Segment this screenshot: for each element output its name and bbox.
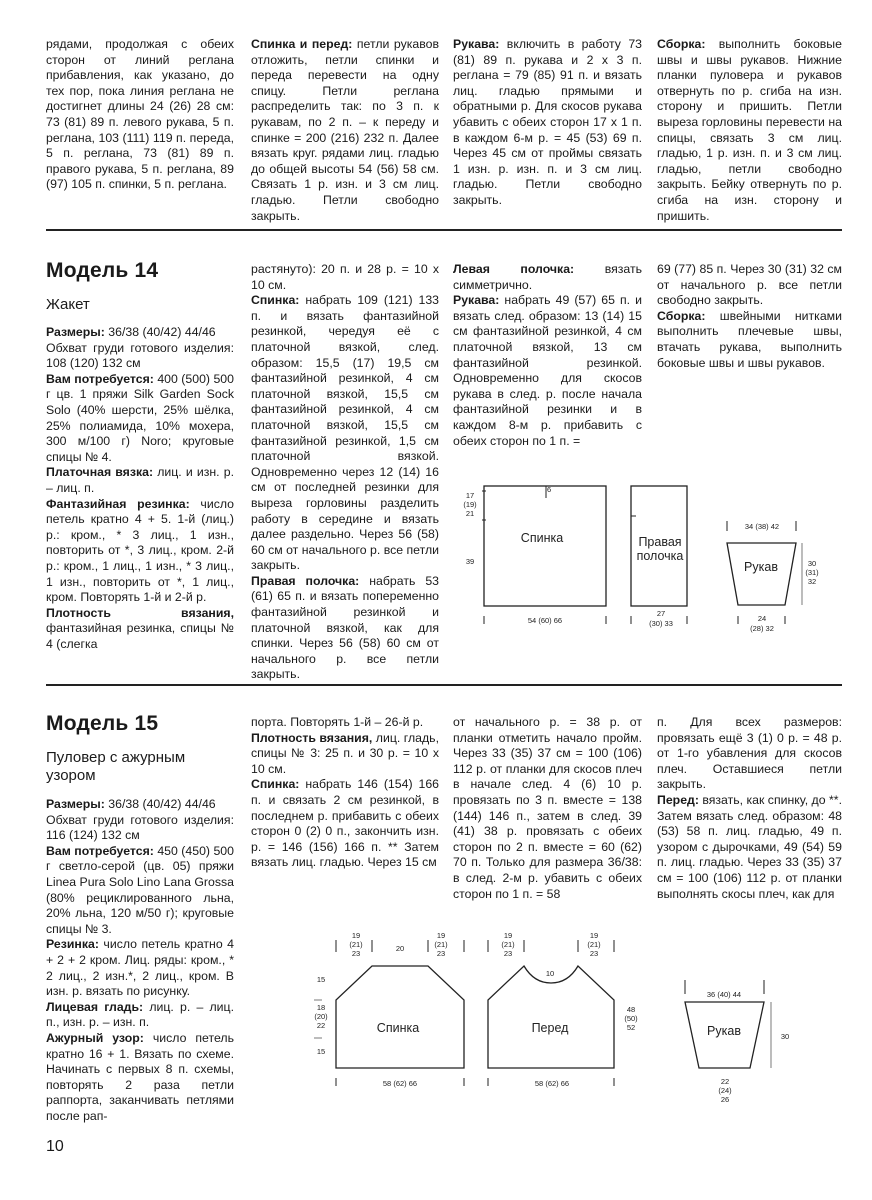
paragraph xyxy=(46,797,234,813)
m15-sleeve-label: Рукав xyxy=(707,1024,741,1038)
paragraph-text: вязать, как спинку, до **. Затем вязать след. образом: 48 (53) 58 п. лиц. гладью, 49 п. узором с дырочками, 49 (54) 59 п. лиц. гладью. Через 33 (35) 37 см = 100 (106) 112 р. от планки выполнять скосы плеч, как для xyxy=(657,792,842,901)
paragraph xyxy=(453,262,642,293)
paragraph-text: растянуто): 20 п. и 28 р. = 10 х 10 см. xyxy=(251,262,439,292)
paragraph xyxy=(46,341,234,372)
paragraph-heading: Перед: xyxy=(657,792,699,807)
paragraph-text: лиц. гладь, спицы № 3: 25 п. и 30 р. = 10 х 10 см. xyxy=(251,730,439,776)
paragraph-text: порта. Повторять 1-й – 26-й р. xyxy=(251,715,424,729)
paragraph xyxy=(453,293,642,449)
m14-col-3 xyxy=(453,262,642,449)
m14-shoulder-2: (19) xyxy=(463,500,477,509)
paragraph xyxy=(251,293,439,574)
m14-sleeve-len-1: 30 xyxy=(807,559,817,568)
paragraph-text: швейными нитками выполнить плечевые швы, втачать рукава, выполнить боковые швы и швы рукавов. xyxy=(657,308,842,370)
paragraph-text: п. Для всех размеров: провязать ещё 3 (1) 0 р. = 48 р. от 1-го убавления для скосов плеч. Оставшиеся петли закрыть. xyxy=(657,715,842,792)
m15-sleeve-top: 36 (40) 44 xyxy=(706,990,742,999)
paragraph-text: рядами, продолжая с обеих сторон от линий реглана прибавления, как указано, до тех пор, пока линия реглана не достигнет длины 24 (26) 28 см: 73 (81) 89 п. левого рукава, 5 п. реглана, 103 (111) 119 п. переда, 5 п. реглана, 73 (81) 89 п. правого рукава, 5 п. реглана, 89 (97) 105 п. спинки, 5 п. реглана. xyxy=(46,37,234,192)
m14-front-label-1: Правая xyxy=(638,535,682,549)
paragraph xyxy=(46,606,234,653)
paragraph-text: число петель кратно 4 + 5. 1-й (лиц.) р.: кром., * 3 лиц., 1 изн., повторить от *, 3 лиц., кром. 2-й р.: кром., 1 лиц., 1 изн., * 3 лиц., 1 изн., повторить от *, 1 лиц., кром. Повторять 1-й и 2-й р. xyxy=(46,496,234,605)
paragraph-heading: Правая полочка: xyxy=(251,573,360,588)
paragraph-text: набрать 109 (121) 133 п. и вязать фантазийной резинкой, чередуя её с платочной вязкой, след. образом: 15,5 (17) 19,5 см фантазийной резинкой, 4 см платочной вязкой, 15,5 см фантазийной резинкой, 4 см платочной вязкой, 15,5 см фантазийной резинкой, 1,5 см платочной вязкой. Одновременно через 12 (14) 16 см от последней резинки для выреза горловины разделить работу в середине и вязать далее раздельно. Через 56 (58) 60 см от начального р. все петли закрыть. xyxy=(251,293,439,573)
paragraph-heading: Сборка: xyxy=(657,308,706,323)
paragraph-heading: Плотность вязания, xyxy=(46,605,234,620)
paragraph-text: вязать симметрично. xyxy=(453,262,643,292)
paragraph-heading: Вам потребуется: xyxy=(46,843,154,858)
paragraph-text: фантазийная резинка, спицы № 4 (слегка xyxy=(46,621,234,651)
m15-back-width: 58 (62) 66 xyxy=(382,1079,418,1088)
top-col-3 xyxy=(453,37,642,209)
m14-front-width-2: (30) 33 xyxy=(649,619,673,628)
m15-front-label: Перед xyxy=(531,1021,569,1035)
paragraph xyxy=(46,372,234,466)
paragraph xyxy=(251,715,439,731)
paragraph-text: петли рукавов отложить, петли спинки и переда перевести на одну спицу. Петли реглана распределить так: по 3 п. к рукавам, по 2 п. – к переду и спинке = 200 (216) 232 п. Далее вязать круг. рядами лиц. гладью до общей высоты 54 (56) 58 см. Связать 1 р. изн. и 3 см лиц. гладью. Петли свободно закрыть. xyxy=(251,37,440,223)
paragraph-text: лиц. р. – лиц. п., изн. р. – изн. п. xyxy=(46,999,234,1030)
paragraph xyxy=(657,309,842,371)
paragraph-heading: Левая полочка: xyxy=(453,262,575,276)
m15-f-sh3: 23 xyxy=(503,949,513,958)
paragraph-text: 69 (77) 85 п. Через 30 (31) 32 см от начального р. все петли свободно закрыть. xyxy=(657,262,842,308)
paragraph-text: 450 (450) 500 г светло-серой (цв. 05) пряжи Linea Pura Solo Lino Lana Grossa (80% рециклированного льна, 20% льна, 120 м/50 г); круговые спицы № 3. xyxy=(46,843,234,936)
m15-b-sh2: (21) xyxy=(349,940,363,949)
m14-back-neck: 6 xyxy=(547,485,552,494)
m14-sleeve-piece xyxy=(727,543,796,605)
m15-mid-2: (20) xyxy=(314,1012,328,1021)
m15-mid-3: 22 xyxy=(316,1021,326,1030)
m15-sb-1: 22 xyxy=(720,1077,730,1086)
model-15-title: Модель 15 xyxy=(46,712,159,735)
m15-sb-2: (24) xyxy=(718,1086,732,1095)
paragraph-heading: Платочная вязка: xyxy=(46,465,154,480)
m14-sleeve-len-2: (31) xyxy=(805,568,819,577)
model-14-schematic xyxy=(450,478,842,638)
m15-f-sh6: 23 xyxy=(589,949,599,958)
m15-f-sh4: 19 xyxy=(589,931,599,940)
m14-front-label-2: полочка xyxy=(636,549,684,563)
paragraph xyxy=(46,497,234,606)
paragraph xyxy=(251,731,439,778)
paragraph-text: Обхват груди готового изделия: 116 (124) 132 см xyxy=(46,812,234,843)
m15-fh-1: 48 xyxy=(626,1005,636,1014)
m15-b-sh3: 23 xyxy=(351,949,361,958)
m14-sleeve-bottom-2: (28) 32 xyxy=(750,624,774,633)
m15-f-sh5: (21) xyxy=(587,940,601,949)
paragraph-heading: Спинка и перед: xyxy=(251,37,353,51)
m14-front-width-1: 27 xyxy=(656,609,666,618)
paragraph-text: выполнить боковые швы и швы рукавов. Нижние планки пуловера и рукавов отвернуть по р. сгиба на изн. сторону и пришить. Петли выреза горловины перевести на спицы, связать 3 см лиц. гладью, 1 р. изн. п. и 3 см лиц. гладью, петли свободно закрыть. Бейку отвернуть по р. сгиба на изн. сторону и пришить. xyxy=(657,37,842,223)
m15-b-sh5: (21) xyxy=(434,940,448,949)
m14-shoulder-3: 21 xyxy=(465,509,475,518)
paragraph xyxy=(46,1000,234,1031)
paragraph-heading: Фантазийная резинка: xyxy=(46,496,190,511)
paragraph-text: 36/38 (40/42) 44/46 xyxy=(104,797,216,811)
m15-b-sh4: 19 xyxy=(436,931,446,940)
paragraph xyxy=(657,715,842,793)
paragraph-heading: Вам потребуется: xyxy=(46,371,154,386)
paragraph-text: число петель кратно 16 + 1. Вязать по схеме. Начинать с первых 8 п. схемы, повторять 2 раза петли раппорта, заканчивать петлями после рап- xyxy=(46,1030,234,1123)
m15-sb-3: 26 xyxy=(720,1095,730,1104)
paragraph xyxy=(251,574,439,683)
m15-col-3 xyxy=(453,715,642,902)
paragraph xyxy=(251,37,439,224)
paragraph-heading: Спинка: xyxy=(251,293,300,308)
m15-b-sh1: 19 xyxy=(351,931,361,940)
paragraph xyxy=(46,844,234,938)
paragraph-text: 400 (500) 500 г цв. 1 пряжи Silk Garden Sock Solo (40% шерсти, 25% шёлка, 25% полиамида, 10% мохера, 300 м/100 г) Noro; круговые спицы № 4. xyxy=(46,371,234,464)
m15-back-piece xyxy=(336,966,464,1068)
top-col-4 xyxy=(657,37,842,224)
section-divider-2 xyxy=(46,684,842,686)
paragraph-heading: Сборка: xyxy=(657,37,706,51)
paragraph-heading: Рукава: xyxy=(453,293,500,308)
m15-sleeve-len: 30 xyxy=(780,1032,790,1041)
paragraph-heading: Рукава: xyxy=(453,37,500,51)
paragraph-heading: Плотность вязания, xyxy=(251,730,373,745)
paragraph-text: Обхват груди готового изделия: 108 (120) 132 см xyxy=(46,340,234,371)
m14-shoulder-1: 17 xyxy=(465,491,475,500)
paragraph-text: набрать 53 (61) 65 п. и вязать попеременно фантазийной резинкой и платочной вязкой, как для спинки. Через 56 (58) 60 см от начального р. все петли закрыть. xyxy=(251,573,439,682)
m15-col-2 xyxy=(251,715,439,871)
paragraph-text: набрать 49 (57) 65 п. и вязать след. образом: 13 (14) 15 см фантазийной резинкой, 4 см платочной вязкой, 13 см фантазийной резинкой. Одновременно для скосов рукава в след. р. после начала фантазийной резинки и в каждом 8-м р. прибавить с обеих сторон по 1 п. = xyxy=(453,293,642,448)
paragraph-heading: Спинка: xyxy=(251,777,300,792)
paragraph xyxy=(46,465,234,496)
paragraph-text: от начального р. = 38 р. от планки отметить начало пройм. Через 33 (35) 37 см = 100 (106) 112 р. от планки для скосов плеч в начале след. 4 (6) 10 р. провязать по 3 п. вместе = 138 (144) 146 п., затем в след. 39 (41) 38 р. провязать с обеих сторон по 2 п. вместе = 60 (62) 70 п. Только для размера 36/38: в след. 2-м р. убавить с обеих сторон по 1 п. = 58 xyxy=(453,715,642,901)
m15-mid-1: 18 xyxy=(316,1003,326,1012)
paragraph-text: число петель кратно 4 + 2 + 2 кром. Лиц. ряды: кром., * 2 лиц., 2 изн.*, 2 лиц., кром. В изн. р. вязать по рисунку. xyxy=(46,937,234,999)
top-col-1 xyxy=(46,37,234,193)
paragraph-heading: Размеры: xyxy=(46,797,105,811)
paragraph-heading: Резинка: xyxy=(46,937,99,952)
m15-col-1 xyxy=(46,797,234,1124)
m14-back-piece xyxy=(484,486,606,606)
m14-col-2 xyxy=(251,262,439,683)
m15-f-sh2: (21) xyxy=(501,940,515,949)
paragraph xyxy=(46,813,234,844)
model-14-subtitle: Жакет xyxy=(46,296,90,313)
m14-back-label: Спинка xyxy=(520,531,564,545)
m15-f-sh1: 19 xyxy=(503,931,513,940)
model-14-title: Модель 14 xyxy=(46,259,159,282)
m15-back-label: Спинка xyxy=(376,1021,420,1035)
model-15-schematic xyxy=(300,928,800,1108)
paragraph-heading: Лицевая гладь: xyxy=(46,999,144,1014)
m14-col-1 xyxy=(46,325,234,652)
paragraph xyxy=(46,37,234,193)
m14-back-height: 39 xyxy=(465,557,475,566)
paragraph xyxy=(453,715,642,902)
m14-sleeve-label: Рукав xyxy=(744,560,778,574)
m14-col-4 xyxy=(657,262,842,371)
paragraph xyxy=(657,262,842,309)
paragraph-text: включить в работу 73 (81) 89 п. рукава и 2 х 3 п. реглана = 79 (85) 91 п. и вязать лиц. гладью прямыми и обратными р. Для скосов рукава убавить с обеих сторон 17 х 1 п. в каждом 6-м р. = 45 (53) 69 п. Через 45 см от проймы связать 1 изн. р. изн. п. и 3 см лиц. гладью. Петли свободно закрыть. xyxy=(453,37,642,207)
model-15-subtitle: Пуловер с ажурным узором xyxy=(46,749,186,784)
paragraph xyxy=(46,1031,234,1125)
paragraph xyxy=(251,262,439,293)
paragraph xyxy=(46,325,234,341)
m14-back-width: 54 (60) 66 xyxy=(527,616,563,625)
page-number: 10 xyxy=(46,1138,64,1155)
paragraph-text: лиц. и изн. р. – лиц. п. xyxy=(46,465,234,495)
m15-front-piece xyxy=(488,966,614,1068)
paragraph xyxy=(251,777,439,871)
m15-b-sh6: 23 xyxy=(436,949,446,958)
m15-front-width: 58 (62) 66 xyxy=(534,1079,570,1088)
paragraph-text: набрать 146 (154) 166 п. и связать 2 см резинкой, в последнем р. прибавить с обеих сторон 0 (2) 0 п., закончить изн. р. = 146 (156) 166 п. ** Затем вязать лиц. гладью. Через 15 см xyxy=(251,777,439,870)
m15-front-neck: 10 xyxy=(545,969,555,978)
paragraph xyxy=(657,793,842,902)
m15-fh-3: 52 xyxy=(626,1023,636,1032)
paragraph xyxy=(453,37,642,209)
paragraph-heading: Ажурный узор: xyxy=(46,1030,144,1045)
m15-bottom-side: 15 xyxy=(316,1047,326,1056)
section-divider xyxy=(46,229,842,231)
m15-col-4 xyxy=(657,715,842,902)
paragraph xyxy=(657,37,842,224)
m14-sleeve-bottom-1: 24 xyxy=(757,614,767,623)
m14-sleeve-len-3: 32 xyxy=(807,577,817,586)
paragraph xyxy=(46,937,234,999)
m14-sleeve-top: 34 (38) 42 xyxy=(744,522,780,531)
paragraph-heading: Размеры: xyxy=(46,325,105,339)
m15-armhole: 15 xyxy=(316,975,326,984)
paragraph-text: 36/38 (40/42) 44/46 xyxy=(104,325,216,339)
top-col-2 xyxy=(251,37,439,224)
m15-fh-2: (50) xyxy=(624,1014,638,1023)
m15-b-neck: 20 xyxy=(395,944,405,953)
